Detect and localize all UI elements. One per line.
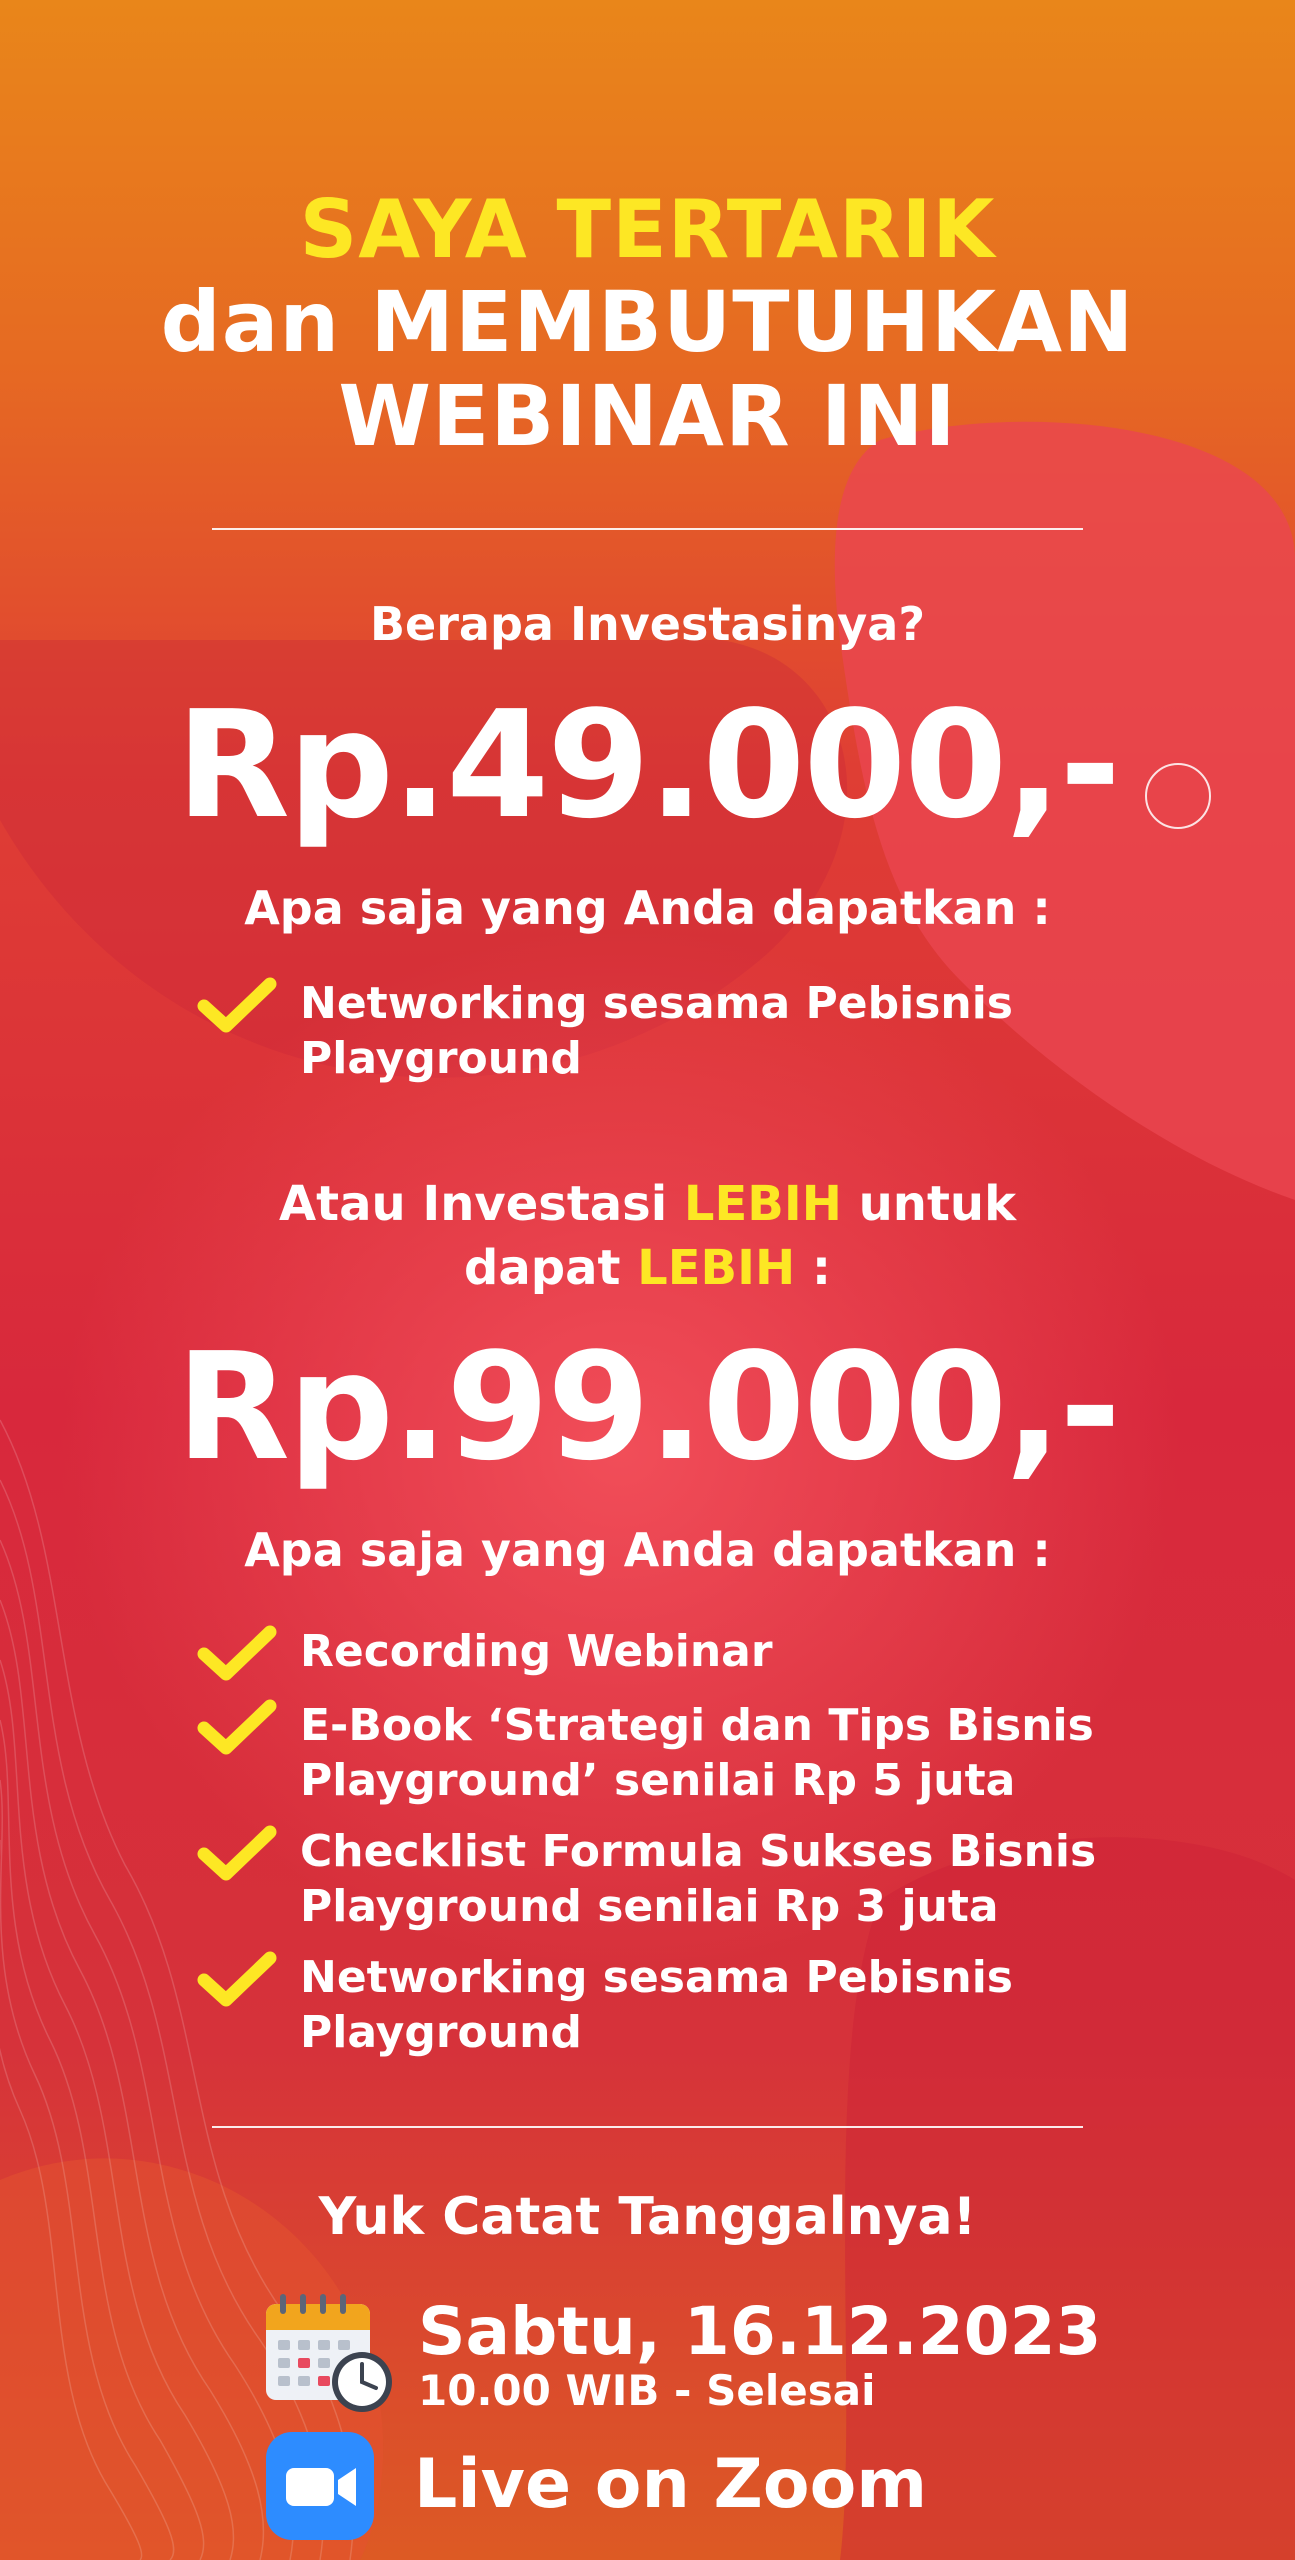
benefit-text: Checklist Formula Sukses Bisnis Playground senilai Rp 3 juta — [300, 1826, 1097, 1932]
benefits-title-basic: Apa saja yang Anda dapatkan : — [244, 881, 1051, 935]
benefit-text: Networking sesama Pebisnis Playground — [300, 1952, 1013, 2058]
check-icon — [196, 1822, 278, 1884]
highlight-lebih: LEBIH — [683, 1176, 842, 1232]
event-platform: Live on Zoom — [414, 2445, 928, 2524]
price-basic: Rp.49.000,- — [176, 679, 1119, 851]
headline-line-2: dan MEMBUTUHKAN — [160, 273, 1135, 371]
check-icon — [196, 1948, 278, 2010]
benefit-item — [196, 974, 1116, 1086]
schedule-title: Yuk Catat Tanggalnya! — [318, 2187, 977, 2247]
benefit-item — [196, 1622, 1116, 1684]
event-time: 10.00 WIB - Selesai — [418, 2366, 876, 2415]
benefit-text: Networking sesama Pebisnis Playground — [300, 978, 1013, 1084]
investment-question: Berapa Investasinya? — [369, 597, 926, 651]
benefit-item — [196, 1948, 1116, 2060]
benefit-text: E-Book ‘Strategi dan Tips Bisnis Playground’ senilai Rp 5 juta — [300, 1700, 1094, 1806]
price-premium: Rp.99.000,- — [176, 1321, 1119, 1493]
decorative-circle — [1145, 763, 1211, 829]
event-date: Sabtu, 16.12.2023 — [418, 2293, 1102, 2370]
divider-top — [212, 528, 1083, 530]
calendar-clock-icon — [258, 2288, 402, 2418]
benefit-item — [196, 1696, 1116, 1808]
check-icon — [196, 1696, 278, 1758]
benefits-title-premium: Apa saja yang Anda dapatkan : — [244, 1523, 1051, 1577]
check-icon — [196, 974, 278, 1036]
benefit-item — [196, 1822, 1116, 1934]
headline-line-1: SAYA TERTARIK — [299, 183, 996, 276]
upsell-intro-line-1: Atau Investasi LEBIH untuk — [279, 1176, 1016, 1232]
headline-line-3: WEBINAR INI — [338, 367, 957, 465]
benefit-text: Recording Webinar — [300, 1626, 773, 1677]
check-icon — [196, 1622, 278, 1684]
zoom-video-icon — [266, 2432, 374, 2540]
highlight-lebih: LEBIH — [637, 1240, 796, 1296]
upsell-intro-line-2: dapat LEBIH : — [463, 1240, 832, 1296]
divider-bottom — [212, 2126, 1083, 2128]
